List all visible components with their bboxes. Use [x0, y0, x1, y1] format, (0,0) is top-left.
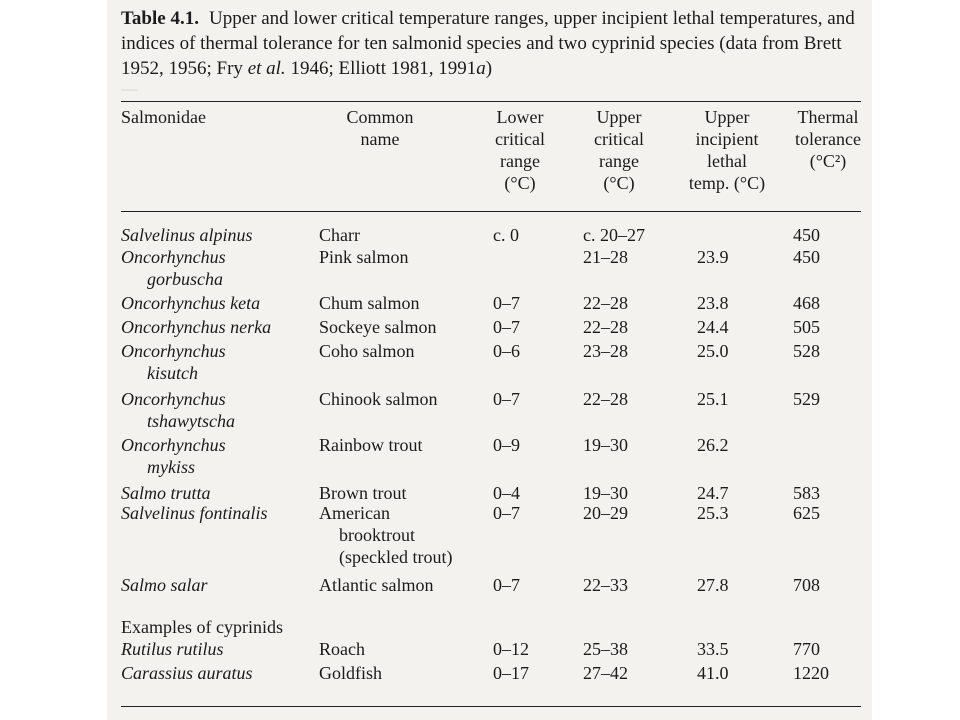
- tolerance: 505: [793, 317, 820, 337]
- bottom-rule: [121, 706, 861, 707]
- lower-range: c. 0: [493, 225, 519, 245]
- upper-range: 19–30: [583, 483, 628, 503]
- lower-range: 0–7: [493, 503, 520, 523]
- common-name-cont: (speckled trout): [339, 547, 453, 567]
- header-thermal-tolerance: Thermal tolerance (°C²): [795, 107, 861, 171]
- common-name: Pink salmon: [319, 247, 409, 267]
- tolerance: 529: [793, 389, 820, 409]
- common-name: Chinook salmon: [319, 389, 438, 409]
- common-name: Sockeye salmon: [319, 317, 437, 337]
- species-name: Oncorhynchus nerka: [121, 317, 272, 337]
- tolerance: 583: [793, 483, 820, 503]
- common-name: Atlantic salmon: [319, 575, 434, 595]
- lethal-temp: 23.9: [697, 247, 729, 267]
- species-name: Oncorhynchus keta: [121, 293, 261, 313]
- upper-range: 22–28: [583, 389, 628, 409]
- tolerance: 708: [793, 575, 820, 595]
- lethal-temp: 41.0: [697, 663, 729, 683]
- table-label: Table 4.1.: [121, 8, 199, 29]
- upper-range: 27–42: [583, 663, 628, 683]
- tolerance: 770: [793, 639, 820, 659]
- scanned-page: — Table 4.1. Upper and lower critical temperature ranges, upper incipient lethal temperatures, and indices of thermal tolerance for ten salmonid species and two cyprinid species (data from Brett 1952, 1956; Fry et al. 1946; Elliott 1981, 1991a) Salmonidae Common name Lower critical range (°C) Upper critical range (°C) Upper incipient lethal temp. (°C) Thermal tolerance (°C²) Salvelinus alpinus Charr c. 0 c. 20–27 450 Oncorhynchus gorbuscha Pink salmon 21–28 23.9 450 Oncorhynchus keta Chum salmon 0–7 22–28 23.8 468 Oncorhynchus nerka Sockeye salmon 0–7 22–28 24.4 505 Oncorhynchus kisutch Coho salmon 0–6 23–28 25.0 528 Oncorhynchus tshawytscha Chinook salmon 0–7 22–28 25.1 529 Oncorhynchus mykiss Rainbow trout 0–9 19–30 26.2 Salmo trutta Brown trout 0–4 19–30 24.7 583 Salvelinus fontinalis American brooktrout (speckled trout) 0–7 20–29 25.3 625 Salmo salar Atlantic salmon 0–7 22–33 27.8 708 Examples of cyprinids Rutilus rutilus Roach 0–12 25–38 33.5 770 Carassius auratus Goldfish 0–17 27–42 41.0 1220: [107, 0, 872, 720]
- upper-range: 22–33: [583, 575, 628, 595]
- table-caption: [121, 6, 861, 81]
- species-name: Carassius auratus: [121, 663, 253, 683]
- upper-range: 22–28: [583, 317, 628, 337]
- lower-range: 0–6: [493, 341, 520, 361]
- common-name: Brown trout: [319, 483, 407, 503]
- species-name: Salvelinus fontinalis: [121, 503, 268, 523]
- upper-range: 19–30: [583, 435, 628, 455]
- common-name: American brooktrout (speckled trout): [319, 503, 453, 567]
- header-rule: [121, 211, 861, 212]
- common-name: Charr: [319, 225, 360, 245]
- header-upper-critical: Upper critical range (°C): [594, 107, 644, 193]
- species-name: Oncorhynchus kisutch: [121, 341, 226, 383]
- species-name: Salmo trutta: [121, 483, 211, 503]
- common-name: Goldfish: [319, 663, 382, 683]
- bleed-through-text: —: [121, 79, 138, 98]
- species-name: Salvelinus alpinus: [121, 225, 253, 245]
- tolerance: 528: [793, 341, 820, 361]
- lethal-temp: 24.4: [697, 317, 729, 337]
- caption-et-al: et al.: [247, 58, 286, 79]
- lethal-temp: 26.2: [697, 435, 729, 455]
- upper-range: 22–28: [583, 293, 628, 313]
- lethal-temp: 24.7: [697, 483, 729, 503]
- upper-range: 21–28: [583, 247, 628, 267]
- upper-range: 25–38: [583, 639, 628, 659]
- header-upper-lethal: Upper incipient lethal temp. (°C): [688, 107, 766, 193]
- header-family: Salmonidae: [121, 107, 206, 127]
- species-name: Salmo salar: [121, 575, 208, 595]
- caption-text: Upper and lower critical temperature ranges, upper incipient lethal temperatures, and indices of thermal tolerance for ten salmonid species and two cyprinid species (data from Brett 1952, 1956; Fry: [121, 8, 855, 79]
- upper-range: c. 20–27: [583, 225, 645, 245]
- tolerance: 625: [793, 503, 820, 523]
- upper-range: 23–28: [583, 341, 628, 361]
- tolerance: 468: [793, 293, 820, 313]
- lethal-temp: 23.8: [697, 293, 729, 313]
- lower-range: 0–17: [493, 663, 529, 683]
- common-name-cont: brooktrout: [339, 525, 415, 545]
- caption-suffix-a: a: [476, 58, 486, 79]
- header-lower-critical: Lower critical range (°C): [495, 107, 545, 193]
- lower-range: 0–7: [493, 389, 520, 409]
- top-rule: [121, 101, 861, 102]
- lower-range: 0–9: [493, 435, 520, 455]
- species-name: Rutilus rutilus: [121, 639, 224, 659]
- common-name: Roach: [319, 639, 365, 659]
- lower-range: 0–7: [493, 317, 520, 337]
- common-name: Chum salmon: [319, 293, 420, 313]
- caption-text-end: ): [485, 58, 493, 79]
- species-name: Oncorhynchus tshawytscha: [121, 389, 235, 431]
- lower-range: 0–12: [493, 639, 529, 659]
- tolerance: 450: [793, 225, 820, 245]
- lethal-temp: 25.3: [697, 503, 729, 523]
- lethal-temp: 25.1: [697, 389, 729, 409]
- species-name: Oncorhynchus gorbuscha: [121, 247, 226, 289]
- caption-text-mid: 1946; Elliott 1981, 1991: [285, 58, 477, 79]
- species-name: Oncorhynchus mykiss: [121, 435, 226, 477]
- lower-range: 0–4: [493, 483, 520, 503]
- common-name: Coho salmon: [319, 341, 415, 361]
- tolerance: 1220: [793, 663, 829, 683]
- lower-range: 0–7: [493, 293, 520, 313]
- lethal-temp: 27.8: [697, 575, 729, 595]
- common-name: Rainbow trout: [319, 435, 423, 455]
- lethal-temp: 25.0: [697, 341, 729, 361]
- lethal-temp: 33.5: [697, 639, 729, 659]
- tolerance: 450: [793, 247, 820, 267]
- lower-range: 0–7: [493, 575, 520, 595]
- upper-range: 20–29: [583, 503, 628, 523]
- header-common-name: Common name: [346, 107, 414, 149]
